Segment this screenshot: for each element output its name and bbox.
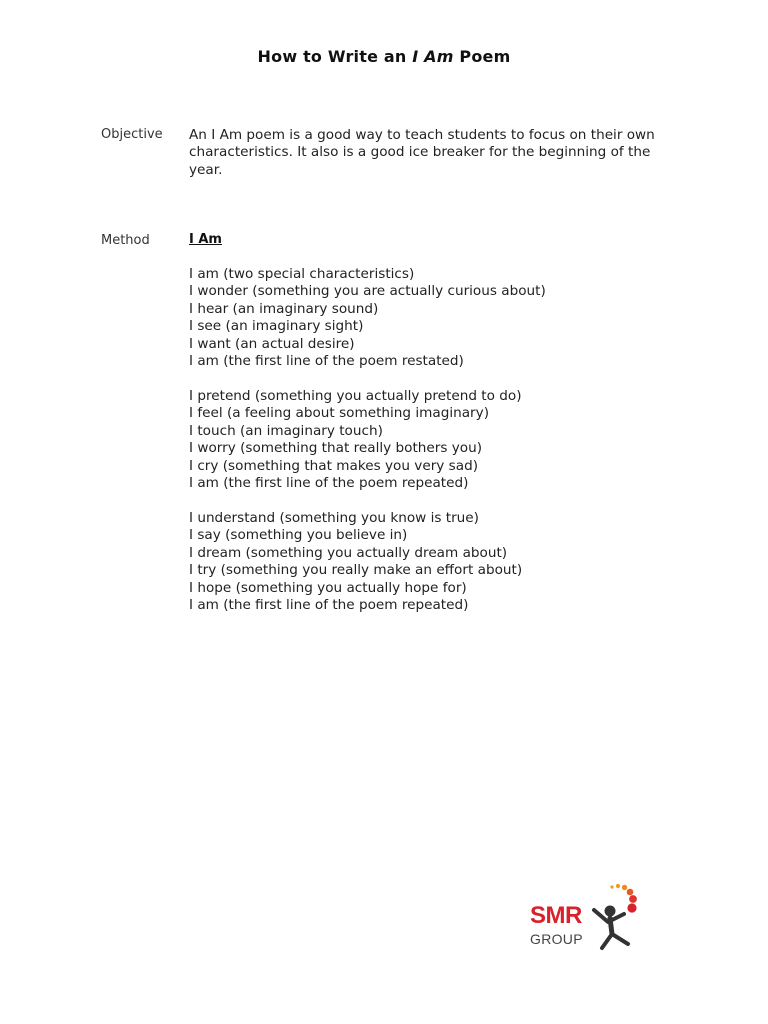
poem-line: I wonder (something you are actually curious about) [189, 283, 546, 300]
smr-group-logo [528, 882, 643, 954]
method-heading: I Am [189, 232, 222, 247]
poem-stanza-1 [189, 266, 546, 370]
method-label: Method [101, 233, 150, 248]
poem-stanza-3 [189, 510, 522, 614]
poem-stanza-2 [189, 388, 522, 492]
title-prefix: How to Write an [257, 47, 413, 66]
title-suffix: Poem [453, 47, 511, 66]
poem-line: I am (the first line of the poem restated) [189, 353, 464, 370]
poem-line: I am (two special characteristics) [189, 266, 415, 282]
objective-label: Objective [101, 127, 163, 142]
poem-line: I am (the first line of the poem repeated) [189, 475, 469, 492]
poem-line: I see (an imaginary sight) [189, 318, 364, 335]
logo-name: SMR [530, 902, 582, 929]
poem-line: I am (the first line of the poem repeated) [189, 597, 469, 614]
poem-line: I cry (something that makes you very sad) [189, 457, 479, 474]
person-juggling-dots-icon [590, 882, 645, 952]
title-emphasis: I Am [412, 47, 454, 66]
poem-line: I pretend (something you actually pretend to do) [189, 388, 522, 404]
poem-line: I hear (an imaginary sound) [189, 300, 379, 317]
poem-line: I hope (something you actually hope for) [189, 579, 467, 596]
poem-line: I try (something you really make an effort about) [189, 562, 523, 579]
poem-line: I worry (something that really bothers you) [189, 440, 483, 457]
poem-line: I want (an actual desire) [189, 335, 355, 352]
poem-line: I dream (something you actually dream about) [189, 544, 508, 561]
poem-line: I understand (something you know is true) [189, 510, 479, 526]
poem-line: I touch (an imaginary touch) [189, 422, 383, 439]
poem-line: I say (something you believe in) [189, 527, 408, 544]
objective-text: An I Am poem is a good way to teach students to focus on their own characteristics. It also is a good ice breaker for the beginning of the year. [189, 127, 655, 178]
poem-line: I feel (a feeling about something imaginary) [189, 405, 489, 422]
page-title [0, 47, 768, 66]
logo-sub: GROUP [530, 931, 583, 947]
